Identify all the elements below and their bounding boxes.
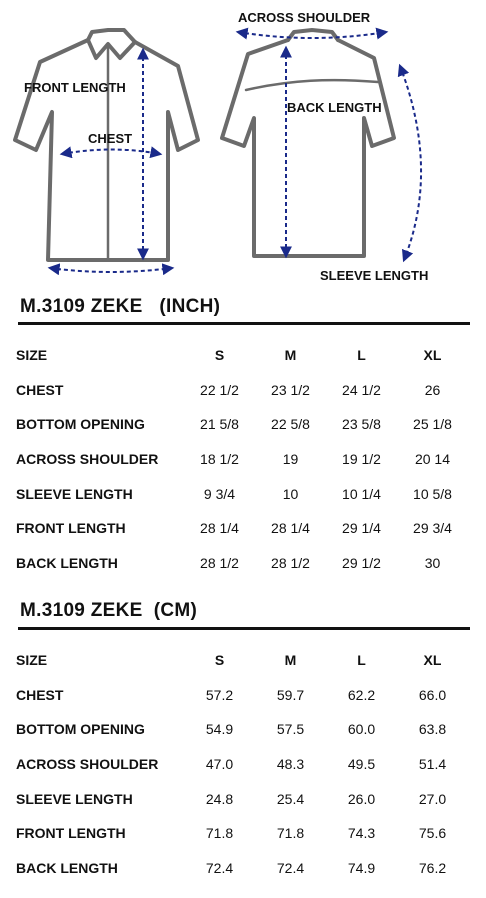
table-cell: 28 1/2 <box>200 554 239 571</box>
table-cell: 71.8 <box>205 825 234 842</box>
table-cell: 62.2 <box>347 686 376 703</box>
table-cell: 63.8 <box>418 721 447 738</box>
table-row <box>16 712 468 747</box>
table-cell: 26.0 <box>347 790 376 807</box>
row-label: BOTTOM OPENING <box>16 721 145 738</box>
table-cell: 23 1/2 <box>271 381 310 398</box>
table-row <box>16 407 468 442</box>
back-shirt-illustration <box>222 30 394 256</box>
header-cell: S <box>214 347 225 364</box>
bottom-opening-arrow <box>50 268 172 272</box>
table-cell: 54.9 <box>205 721 234 738</box>
table-cell: 10 1/4 <box>342 485 381 502</box>
size-table <box>16 643 468 885</box>
header-cell: L <box>357 347 366 364</box>
table-cell: 71.8 <box>276 825 305 842</box>
chest-label: CHEST <box>88 131 133 146</box>
row-label: SLEEVE LENGTH <box>16 485 133 502</box>
table-cell: 75.6 <box>418 825 447 842</box>
table-row <box>16 851 468 886</box>
table-cell: 20 14 <box>414 451 451 468</box>
sleeve-length-arrow <box>400 66 421 260</box>
table-cell: 24 1/2 <box>342 381 381 398</box>
row-label: ACROSS SHOULDER <box>16 756 159 773</box>
header-cell: M <box>284 347 297 364</box>
table-header-row <box>16 338 468 373</box>
table-cell: 72.4 <box>205 859 234 876</box>
table-row <box>16 511 468 546</box>
table-cell: 29 1/4 <box>342 520 381 537</box>
table-cell: 49.5 <box>347 756 376 773</box>
size-chart-title: M.3109 ZEKE (INCH) <box>20 296 221 317</box>
table-cell: 60.0 <box>347 721 376 738</box>
table-cell: 57.2 <box>205 686 234 703</box>
table-cell: 27.0 <box>418 790 447 807</box>
table-cell: 18 1/2 <box>200 451 239 468</box>
header-cell: L <box>357 652 366 669</box>
front-length-label: FRONT LENGTH <box>24 80 126 95</box>
row-label: ACROSS SHOULDER <box>16 451 159 468</box>
header-cell: SIZE <box>16 347 48 364</box>
table-cell: 29 3/4 <box>413 520 452 537</box>
shirt-measurement-diagram <box>0 0 486 290</box>
table-cell: 21 5/8 <box>200 416 239 433</box>
table-cell: 9 3/4 <box>203 485 236 502</box>
table-row <box>16 442 468 477</box>
table-row <box>16 546 468 581</box>
table-cell: 29 1/2 <box>342 554 381 571</box>
table-cell: 10 5/8 <box>413 485 452 502</box>
across-shoulder-label: ACROSS SHOULDER <box>238 10 371 25</box>
table-row <box>16 781 468 816</box>
row-label: BACK LENGTH <box>16 859 118 876</box>
table-cell: 57.5 <box>276 721 305 738</box>
table-cell: 76.2 <box>418 859 447 876</box>
table-cell: 25 1/8 <box>413 416 452 433</box>
table-cell: 72.4 <box>276 859 305 876</box>
table-cell: 25.4 <box>276 790 305 807</box>
table-cell: 74.3 <box>347 825 376 842</box>
row-label: BACK LENGTH <box>16 554 118 571</box>
header-cell: S <box>214 652 225 669</box>
back-length-label: BACK LENGTH <box>287 100 382 115</box>
table-cell: 48.3 <box>276 756 305 773</box>
table-cell: 10 <box>282 485 299 502</box>
sleeve-length-label: SLEEVE LENGTH <box>320 268 429 283</box>
size-table <box>16 338 468 580</box>
row-label: FRONT LENGTH <box>16 825 126 842</box>
header-cell: XL <box>423 652 442 669</box>
table-cell: 22 1/2 <box>200 381 239 398</box>
table-cell: 47.0 <box>205 756 234 773</box>
table-cell: 74.9 <box>347 859 376 876</box>
table-cell: 66.0 <box>418 686 447 703</box>
table-cell: 19 <box>282 451 299 468</box>
header-cell: XL <box>423 347 442 364</box>
row-label: CHEST <box>16 686 64 703</box>
header-cell: M <box>284 652 297 669</box>
row-label: FRONT LENGTH <box>16 520 126 537</box>
table-row <box>16 678 468 713</box>
table-cell: 22 5/8 <box>271 416 310 433</box>
table-header-row <box>16 643 468 678</box>
table-cell: 59.7 <box>276 686 305 703</box>
table-cell: 19 1/2 <box>342 451 381 468</box>
title-divider <box>18 627 470 630</box>
table-row <box>16 816 468 851</box>
table-cell: 28 1/4 <box>271 520 310 537</box>
table-cell: 26 <box>424 381 441 398</box>
size-chart-title: M.3109 ZEKE (CM) <box>20 600 198 621</box>
table-row <box>16 476 468 511</box>
row-label: BOTTOM OPENING <box>16 416 145 433</box>
table-row <box>16 373 468 408</box>
row-label: CHEST <box>16 381 64 398</box>
table-cell: 24.8 <box>205 790 234 807</box>
across-shoulder-arrow <box>238 32 386 38</box>
table-cell: 23 5/8 <box>342 416 381 433</box>
header-cell: SIZE <box>16 652 48 669</box>
table-cell: 51.4 <box>418 756 447 773</box>
title-divider <box>18 322 470 325</box>
table-cell: 28 1/2 <box>271 554 310 571</box>
table-row <box>16 747 468 782</box>
row-label: SLEEVE LENGTH <box>16 790 133 807</box>
table-cell: 30 <box>424 554 441 571</box>
chest-arrow <box>62 150 160 155</box>
table-cell: 28 1/4 <box>200 520 239 537</box>
